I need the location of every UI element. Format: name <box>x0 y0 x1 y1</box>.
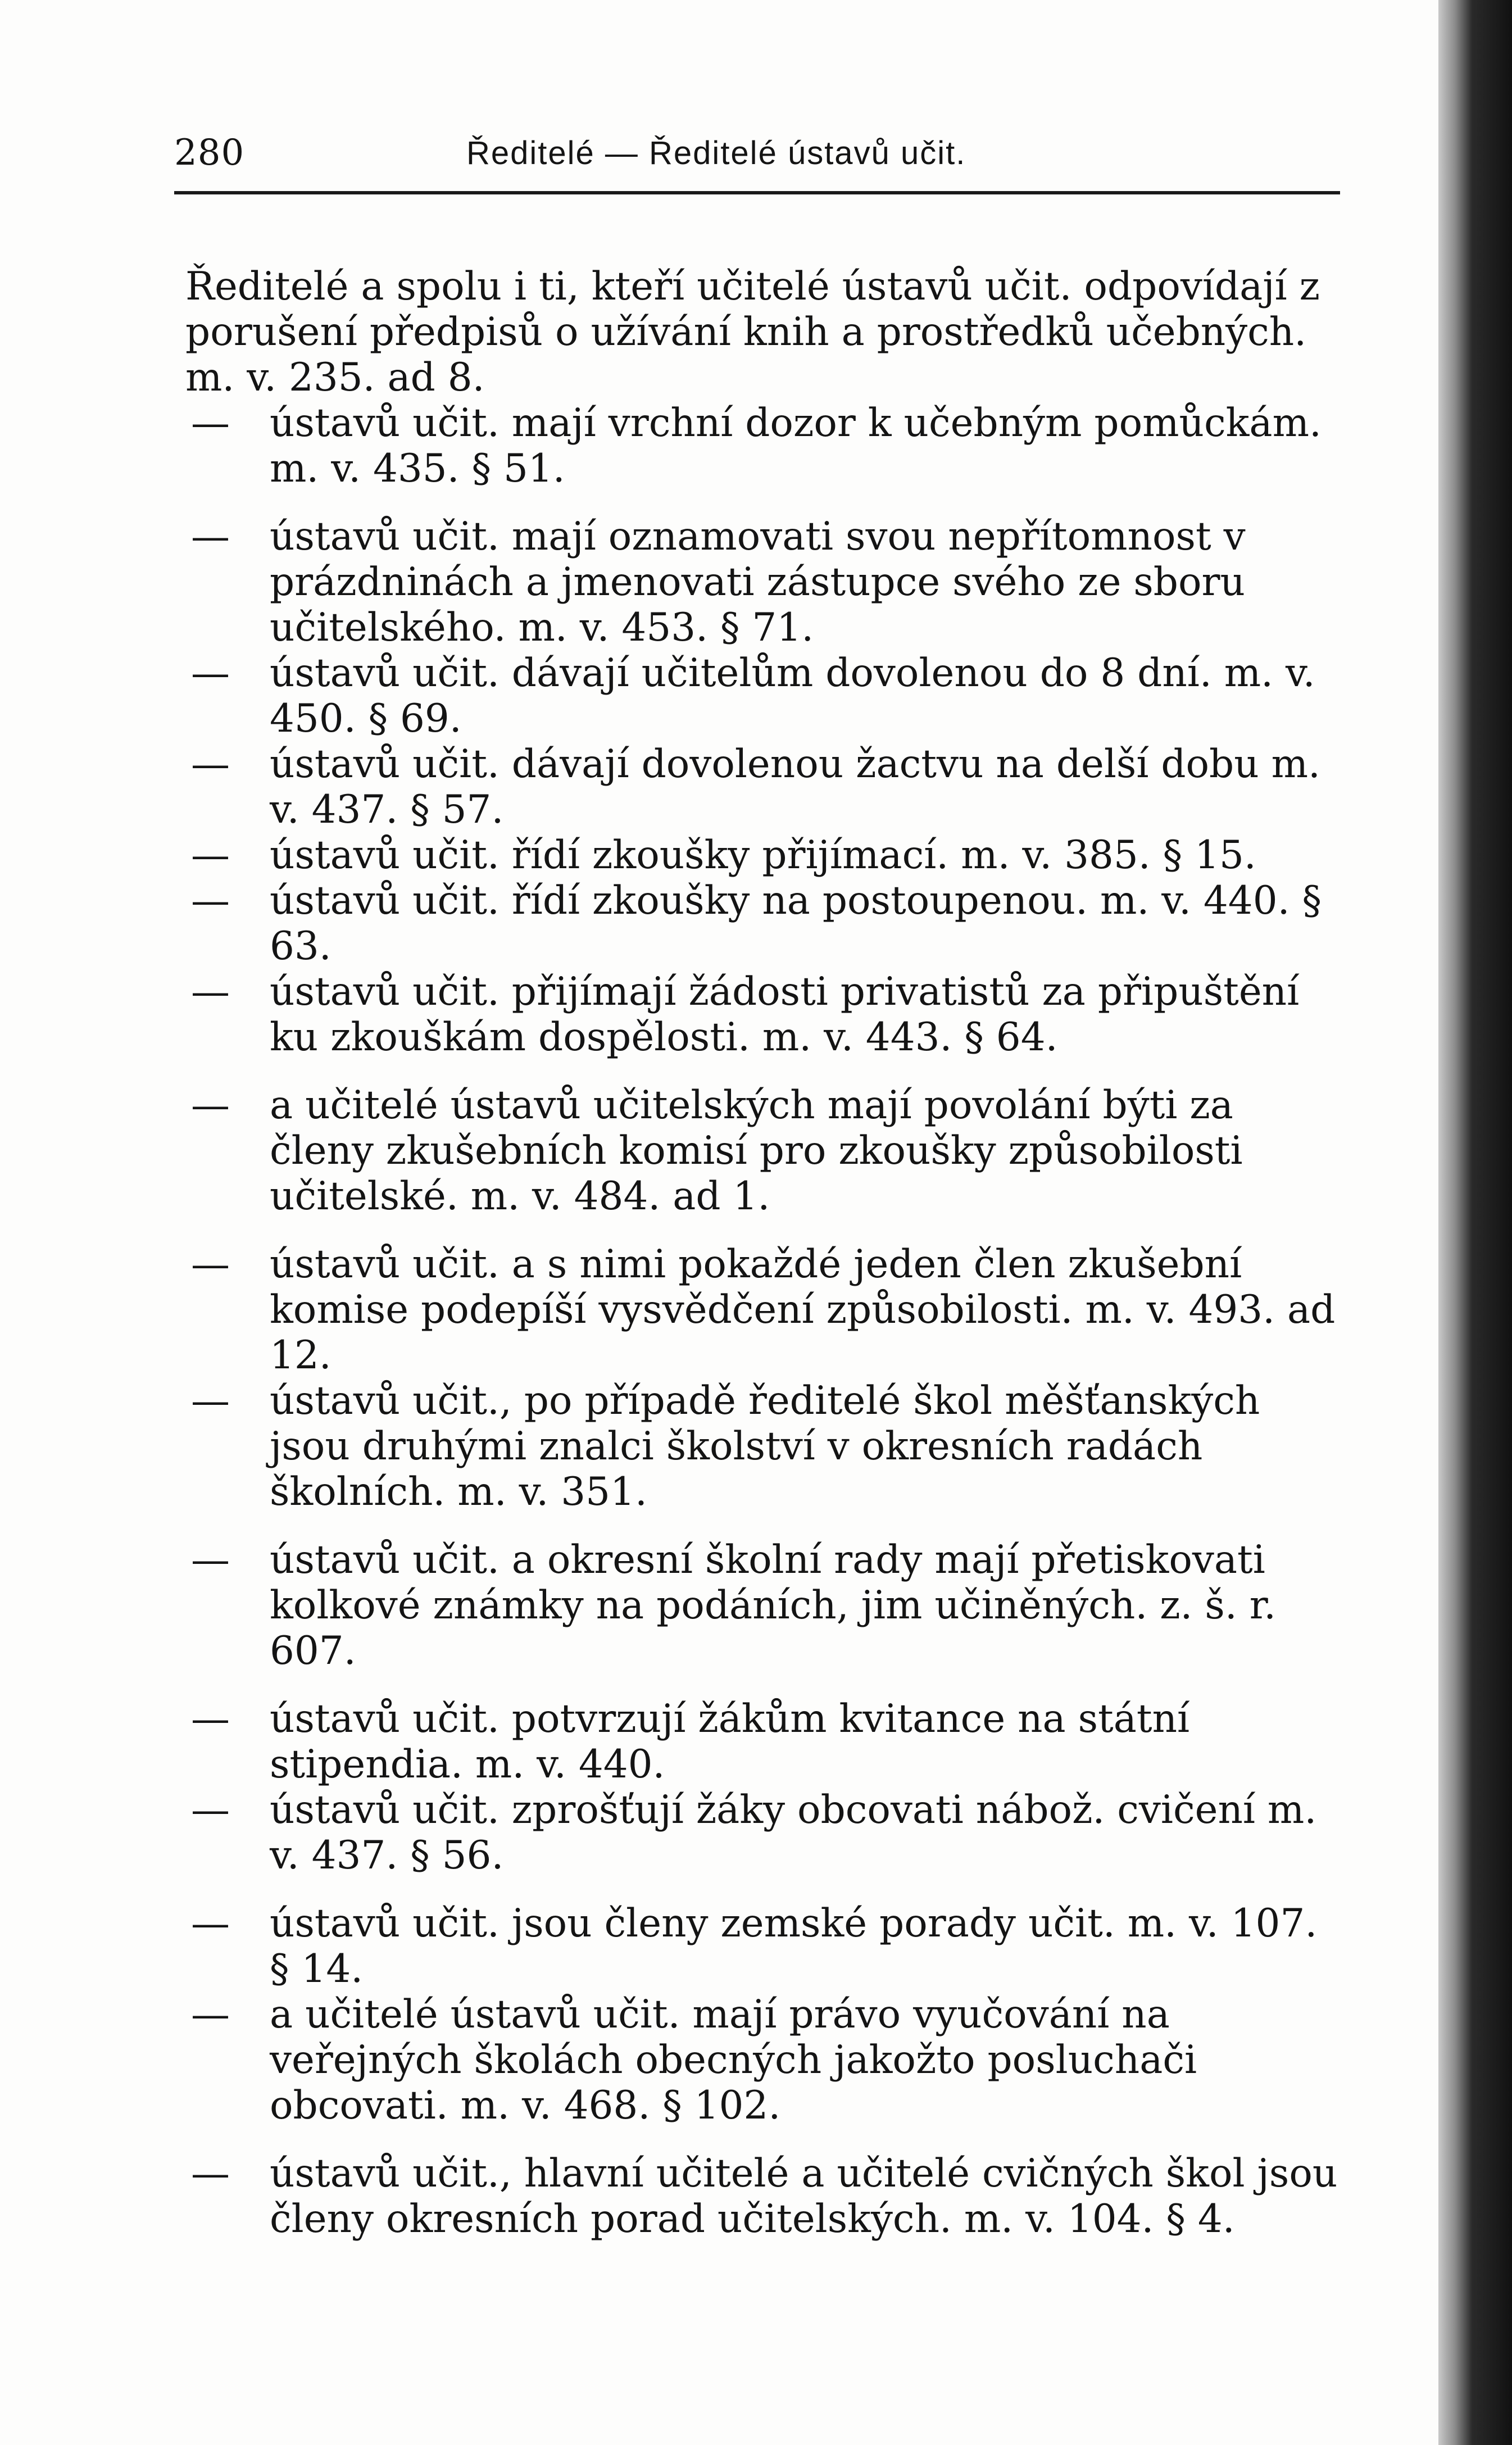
index-entry: — ústavů učit. potvrzují žákům kvitance na státní stipendia. m. v. 440. <box>185 1696 1343 1788</box>
index-entry: — ústavů učit. přijímají žádosti privatistů za připuštění ku zkouškám dospělosti. m. v. 443. § 64. <box>185 969 1343 1060</box>
index-entry: — ústavů učit. zprošťují žáky obcovati nábož. cvičení m. v. 437. § 56. <box>185 1788 1343 1879</box>
running-title: Ředitelé — Ředitelé ústavů učit. <box>466 135 966 171</box>
index-entry: — ústavů učit. mají oznamovati svou nepřítomnost v prázdninách a jmenovati zástupce svého ze sboru učitelského. m. v. 453. § 71. <box>185 514 1343 651</box>
index-entry: Ředitelé a spolu i ti, kteří učitelé ústavů učit. odpovídají z porušení předpisů o užívání knih a prostředků učebných. m. v. 235. ad 8. <box>185 264 1320 400</box>
index-entry: — ústavů učit. dávají dovolenou žactvu na delší dobu m. v. 437. § 57. <box>185 742 1343 833</box>
index-entry: — ústavů učit., hlavní učitelé a učitelé cvičných škol jsou členy okresních porad učitelských. m. v. 104. § 4. <box>185 2151 1343 2242</box>
index-entries <box>185 264 1343 2242</box>
index-entry: — ústavů učit. řídí zkoušky přijímací. m. v. 385. § 15. <box>185 833 1343 878</box>
running-header <box>174 129 1340 194</box>
page-edge-shadow <box>1438 0 1512 2445</box>
index-entry: — ústavů učit. a okresní školní rady mají přetiskovati kolkové známky na podáních, jim učiněných. z. š. r. 607. <box>185 1537 1343 1674</box>
index-entry: — a učitelé ústavů učit. mají právo vyučování na veřejných školách obecných jakožto posluchači obcovati. m. v. 468. § 102. <box>185 1992 1343 2129</box>
index-entry: — ústavů učit. dávají učitelům dovolenou do 8 dní. m. v. 450. § 69. <box>185 651 1343 742</box>
index-entry: — ústavů učit. řídí zkoušky na postoupenou. m. v. 440. § 63. <box>185 878 1343 969</box>
index-entry: — a učitelé ústavů učitelských mají povolání býti za členy zkušebních komisí pro zkoušky způsobilosti učitelské. m. v. 484. ad 1. <box>185 1083 1343 1219</box>
index-entry: — ústavů učit. jsou členy zemské porady učit. m. v. 107. § 14. <box>185 1901 1343 1992</box>
page-number: 280 <box>174 132 245 174</box>
index-entry: — ústavů učit., po případě ředitelé škol měšťanských jsou druhými znalci školství v okresních radách školních. m. v. 351. <box>185 1378 1343 1515</box>
index-entry: — ústavů učit. mají vrchní dozor k učebným pomůckám. m. v. 435. § 51. <box>185 401 1343 492</box>
index-entry: — ústavů učit. a s nimi pokaždé jeden člen zkušební komise podepíší vysvědčení způsobilosti. m. v. 493. ad 12. <box>185 1242 1343 1378</box>
